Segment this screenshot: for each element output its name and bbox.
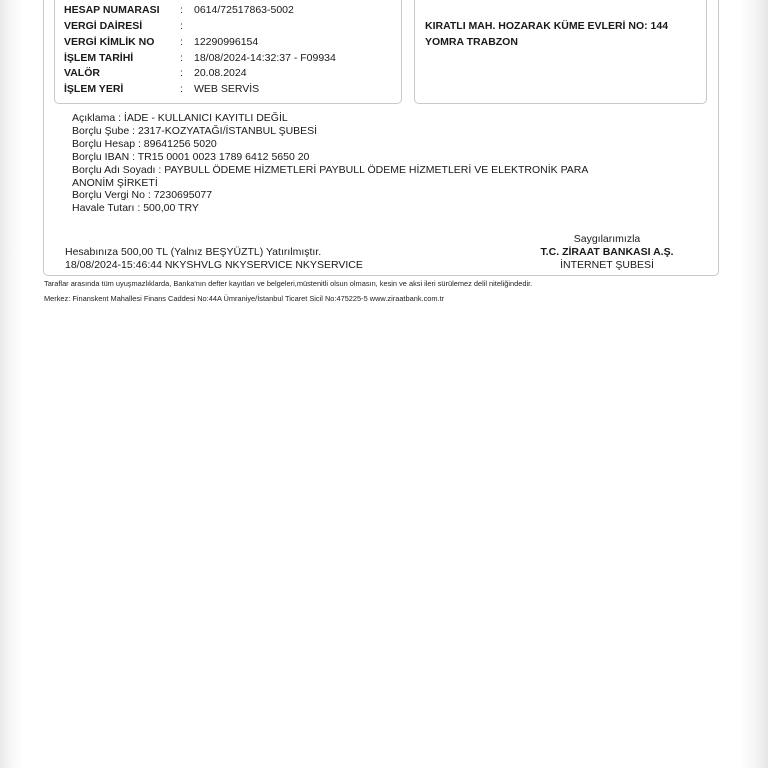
detail-debtor-name-cont: ANONİM ŞİRKETİ (72, 177, 158, 189)
address-line-1: KIRATLI MAH. HOZARAK KÜME EVLERİ NO: 144 (425, 20, 669, 32)
address-line-2: YOMRA TRABZON (425, 36, 518, 48)
field-colon: : (180, 4, 183, 16)
field-label: HESAP NUMARASI (64, 4, 160, 16)
field-row-tax-office (64, 18, 194, 34)
field-value: 20.08.2024 (194, 67, 247, 79)
signature-bank-name: T.C. ZİRAAT BANKASI A.Ş. (540, 246, 674, 258)
field-value: 0614/72517863-5002 (194, 4, 294, 16)
deposit-statement: Hesabınıza 500,00 TL (Yalnız BEŞYÜZTL) Yatırılmıştır. (65, 246, 322, 258)
detail-description: Açıklama : İADE - KULLANICI KAYITLI DEĞİL (72, 112, 288, 124)
field-row-transaction-place (64, 81, 259, 97)
field-row-tax-id (64, 34, 258, 50)
field-label: İŞLEM TARİHİ (64, 52, 134, 64)
detail-transfer-amount: Havale Tutarı : 500,00 TRY (72, 202, 199, 214)
detail-debtor-iban: Borçlu IBAN : TR15 0001 0023 1789 6412 5650 20 (72, 151, 310, 163)
field-colon: : (180, 67, 183, 79)
detail-debtor-branch: Borçlu Şube : 2317-KOZYATAĞI/İSTANBUL ŞUBESİ (72, 125, 318, 137)
field-label: VERGİ KİMLİK NO (64, 36, 155, 48)
legal-headquarters: Merkez: Finanskent Mahallesi Finans Caddesi No:44A Ümraniye/İstanbul Ticaret Sicil No:475225-5 www.ziraatbank.com.tr (44, 294, 445, 303)
field-label: VERGİ DAİRESİ (64, 20, 143, 32)
field-value: 18/08/2024-14:32:37 - F09934 (194, 52, 336, 64)
legal-disclaimer: Taraflar arasında tüm uyuşmazlıklarda, Banka'nın defter kayıtları ve belgeleri,müstenitli olsun olmasın, kesin ve aksi ileri sürülemez delil niteliğindedir. (44, 279, 533, 288)
detail-debtor-tax-no: Borçlu Vergi No : 7230695077 (72, 189, 213, 201)
signature-greeting: Saygılarımızla (573, 233, 641, 245)
address-panel (414, 0, 707, 104)
process-timestamp: 18/08/2024-15:46:44 NKYSHVLG NKYSERVICE NKYSERVICE (65, 259, 363, 271)
field-label: VALÖR (64, 67, 100, 79)
field-row-value-date (64, 65, 247, 81)
detail-debtor-name: Borçlu Adı Soyadı : PAYBULL ÖDEME HİZMETLERİ PAYBULL ÖDEME HİZMETLERİ VE ELEKTRONİK PARA (72, 164, 589, 176)
field-row-account-number (64, 2, 294, 18)
field-colon: : (180, 20, 183, 32)
field-colon: : (180, 36, 183, 48)
field-colon: : (180, 83, 183, 95)
field-label: İŞLEM YERİ (64, 83, 124, 95)
field-row-transaction-date (64, 50, 336, 66)
field-value: 12290996154 (194, 36, 259, 48)
field-value: WEB SERVİS (194, 83, 260, 95)
detail-debtor-account: Borçlu Hesap : 89641256 5020 (72, 138, 217, 150)
field-colon: : (180, 52, 183, 64)
signature-branch: İNTERNET ŞUBESİ (560, 259, 654, 271)
